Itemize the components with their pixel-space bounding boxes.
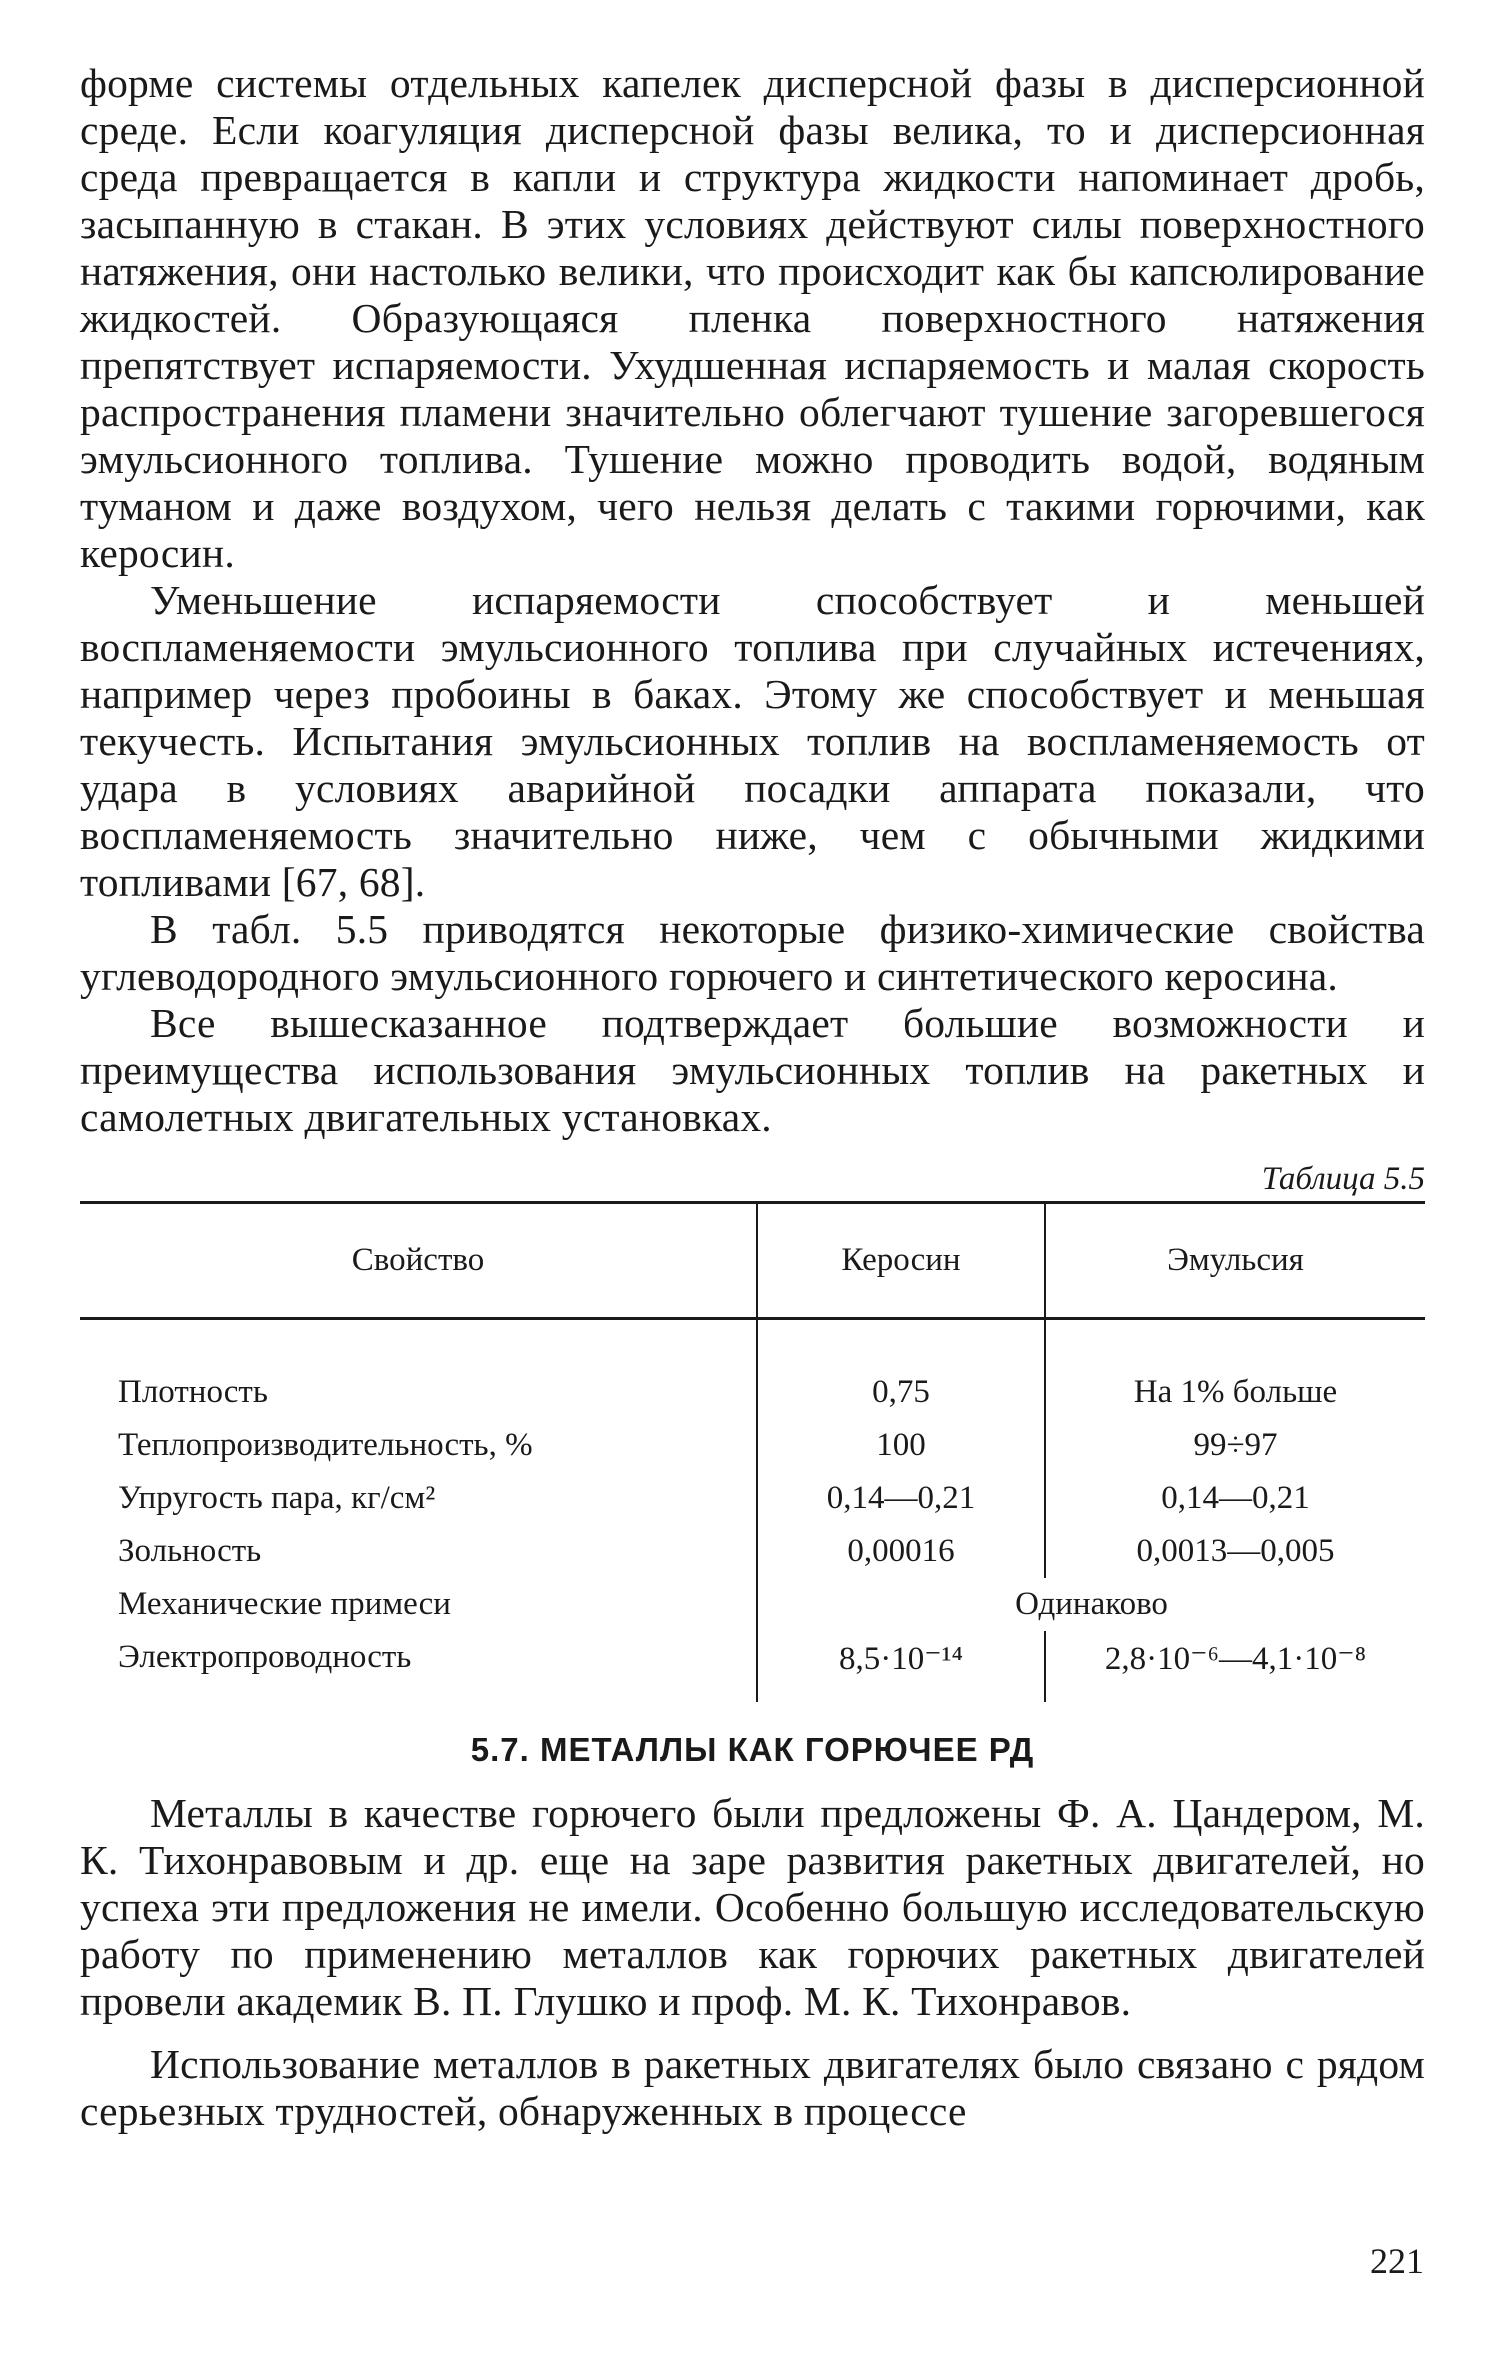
paragraph: форме системы отдельных капелек дисперсной фазы в дисперсионной среде. Если коагуляция дисперсной фазы велика, то и дисперсионная среда превращается в капли и структура жидкости напоминает дробь, засыпанную в стакан. В этих условиях действуют силы поверхностного натяжения, они настолько велики, что происходит как бы капсюлирование жидкостей. Образующаяся пленка поверхностного натяжения препятствует испаряемости. Ухудшенная испаряемость и малая скорость распространения пламени значительно облегчают тушение загоревшегося эмульсионного топлива. Тушение можно проводить водой, водяным туманом и даже воздухом, чего нельзя делать с такими горючими, как керосин. bbox=[80, 60, 1425, 576]
page-number: 221 bbox=[1370, 2241, 1424, 2281]
cell-kerosene: 100 bbox=[757, 1419, 1045, 1472]
cell-property: Плотность bbox=[118, 1374, 268, 1410]
cell-kerosene: 8,5·10⁻¹⁴ bbox=[757, 1631, 1045, 1702]
table-header-row bbox=[80, 1203, 1425, 1319]
header-emulsion: Эмульсия bbox=[1045, 1203, 1425, 1319]
cell-kerosene: 0,75 bbox=[757, 1319, 1045, 1420]
page-content bbox=[80, 60, 1425, 2135]
cell-emulsion: 0,14—0,21 bbox=[1045, 1472, 1425, 1525]
paragraph: Уменьшение испаряемости способствует и меньшей воспламеняемости эмульсионного топлива при случайных истечениях, например через пробоины в баках. Этому же способствует и меньшая текучесть. Испытания эмульсионных топлив на воспламеняемость от удара в условиях аварийной посадки аппарата показали, что воспламеняемость значительно ниже, чем с обычными жидкими топливами [67, 68]. bbox=[80, 577, 1425, 905]
cell-property: Упругость пара, кг/см² bbox=[118, 1480, 436, 1516]
cell-property: Зольность bbox=[118, 1533, 262, 1569]
cell-merged-value: Одинаково bbox=[757, 1578, 1425, 1631]
cell-emulsion: 0,0013—0,005 bbox=[1045, 1525, 1425, 1578]
header-kerosene: Керосин bbox=[757, 1203, 1045, 1319]
table-row bbox=[80, 1631, 1425, 1702]
cell-property: Механические примеси bbox=[118, 1586, 451, 1622]
table-caption: Таблица 5.5 bbox=[1261, 1161, 1425, 1197]
table-row bbox=[80, 1525, 1425, 1578]
cell-property: Электропроводность bbox=[118, 1639, 412, 1675]
cell-emulsion: 99÷97 bbox=[1045, 1419, 1425, 1472]
cell-property: Теплопроизводительность, % bbox=[118, 1427, 533, 1463]
header-property: Свойство bbox=[80, 1203, 757, 1319]
cell-kerosene: 0,14—0,21 bbox=[757, 1472, 1045, 1525]
paragraph: Все вышесказанное подтверждает большие возможности и преимущества использования эмульсионных топлив на ракетных и самолетных двигательных установках. bbox=[80, 1000, 1425, 1140]
table-row bbox=[80, 1419, 1425, 1472]
properties-table bbox=[80, 1201, 1425, 1702]
cell-emulsion: На 1% больше bbox=[1045, 1319, 1425, 1420]
cell-emulsion: 2,8·10⁻⁶—4,1·10⁻⁸ bbox=[1045, 1631, 1425, 1702]
paragraph: В табл. 5.5 приводятся некоторые физико-химические свойства углеводородного эмульсионного горючего и синтетического керосина. bbox=[80, 906, 1425, 999]
section-heading: 5.7. МЕТАЛЛЫ КАК ГОРЮЧЕЕ РД bbox=[470, 1731, 1035, 1768]
cell-kerosene: 0,00016 bbox=[757, 1525, 1045, 1578]
table-row bbox=[80, 1472, 1425, 1525]
paragraph: Металлы в качестве горючего были предложены Ф. А. Цандером, М. К. Тихонравовым и др. еще на заре развития ракетных двигателей, но успеха эти предложения не имели. Особенно большую исследовательскую работу по применению металлов как горючих ракетных двигателей провели академик В. П. Глушко и проф. М. К. Тихонравов. bbox=[80, 1790, 1425, 2024]
paragraph: Использование металлов в ракетных двигателях было связано с рядом серьезных трудностей, обнаруженных в процессе bbox=[80, 2041, 1425, 2134]
table-row bbox=[80, 1578, 1425, 1631]
table-row bbox=[80, 1319, 1425, 1420]
